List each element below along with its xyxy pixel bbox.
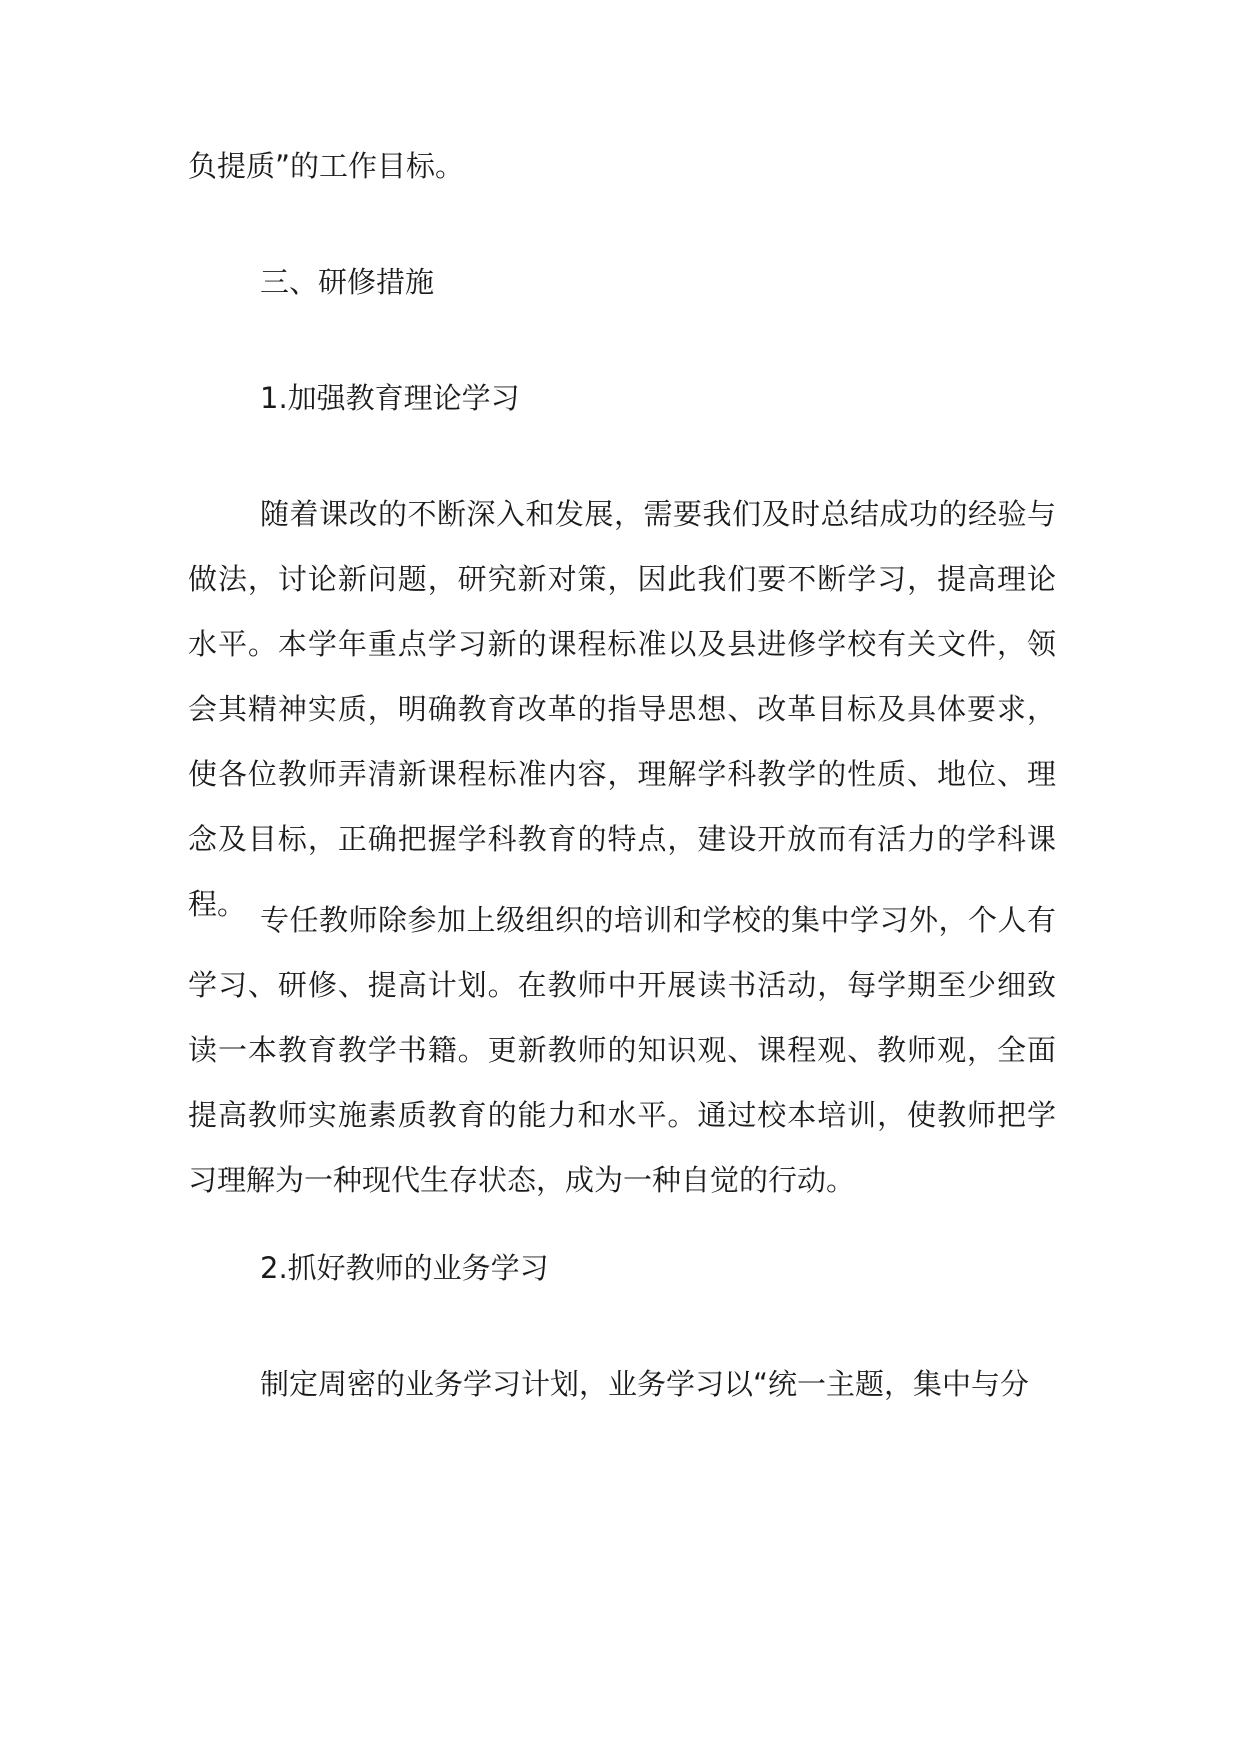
subsection-2-heading: 2.抓好教师的业务学习: [260, 1251, 549, 1285]
subsection-1-heading: 1.加强教育理论学习: [260, 381, 520, 415]
continuation-line: 负提质”的工作目标。: [188, 149, 465, 183]
paragraph-business-study: 制定周密的业务学习计划，业务学习以“统一主题，集中与分: [260, 1367, 1030, 1401]
paragraph-theory-study: 随着课改的不断深入和发展，需要我们及时总结成功的经验与做法，讨论新问题，研究新对策，因此我们要不断学习，提高理论水平。本学年重点学习新的课程标准以及县进修学校有关文件，领会其精神实质，明确教育改革的指导思想、改革目标及具体要求，使各位教师弄清新课程标准内容，理解学科教学的性质、地位、理念及目标，正确把握学科教育的特点，建设开放而有活力的学科课程。: [188, 497, 1056, 921]
paragraph-teacher-reading: 专任教师除参加上级组织的培训和学校的集中学习外，个人有学习、研修、提高计划。在教师中开展读书活动，每学期至少细致读一本教育教学书籍。更新教师的知识观、课程观、教师观，全面提高教师实施素质教育的能力和水平。通过校本培训，使教师把学习理解为一种现代生存状态，成为一种自觉的行动。: [188, 903, 1056, 1197]
section-heading: 三、研修措施: [260, 265, 435, 299]
